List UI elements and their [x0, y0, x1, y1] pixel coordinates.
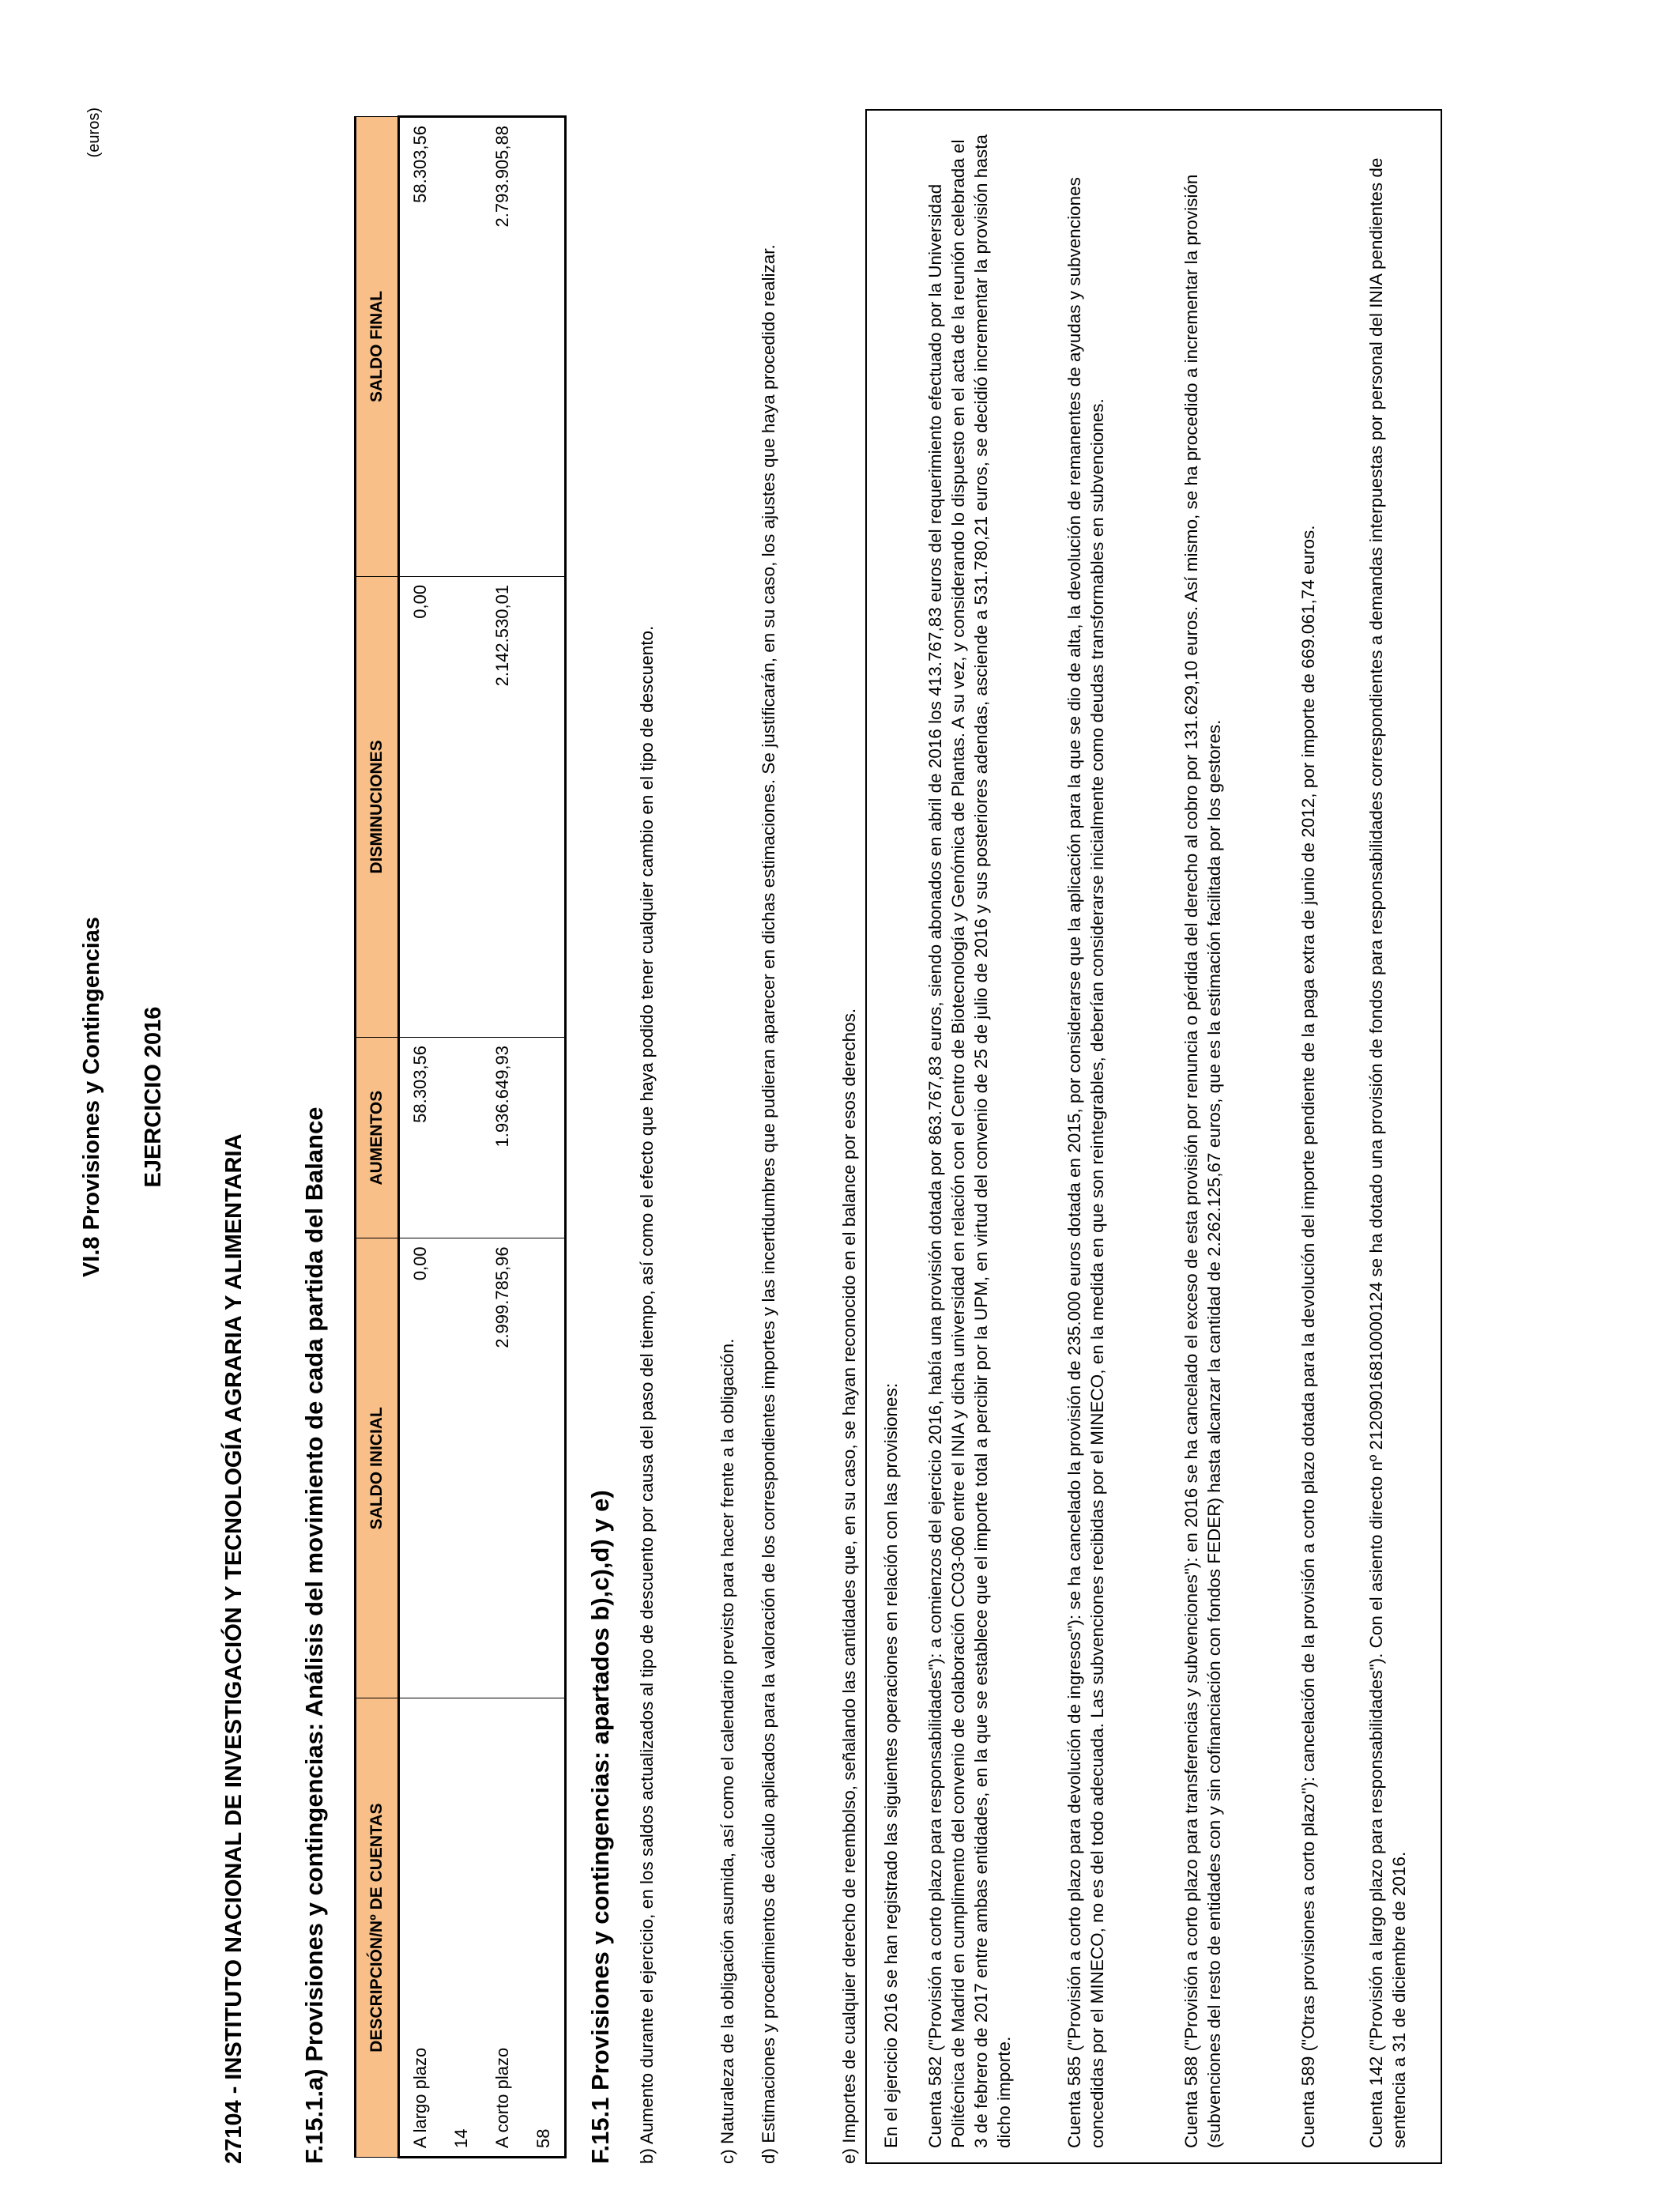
cell-descripcion: 58 [523, 1698, 566, 2158]
paragraph-b: b) Aumento durante el ejercicio, en los saldos actualizados al tipo de descuento por causa del paso del tiempo, así como el efecto que haya podido tener cualquier cambio en el tipo de descuento. [637, 625, 657, 2164]
operations-intro: En el ejercicio 2016 se han registrado las siguientes operaciones en relación con las provisiones: [881, 1382, 901, 2148]
exercise-title: EJERCICIO 2016 [141, 1006, 166, 1188]
cuenta-588-paragraph: Cuenta 588 ("Provisión a corto plazo para transferencias y subvenciones"): en 2016 se ha cancelado el exceso de esta provisión por renuncia o pérdida del derecho al cobro por 131.629,10 euros. Así mismo, se ha procedido a incrementar la provisión (subvenciones del resto de entidades con y sin cofinanciación con fondos FEDER) hasta alcanzar la cantidad de 2.262.125,67 euros, que es la estimación facilitada por los gestores. [1181, 174, 1224, 2148]
table-title: F.15.1.a) Provisiones y contingencias: Análisis del movimiento de cada partida del Balance [300, 1106, 328, 2164]
section-title: VI.8 Provisiones y Contingencias [79, 916, 104, 1278]
column-header-descripcion: DESCRIPCIÓN/Nº DE CUENTAS [356, 1698, 399, 2158]
cuenta-582-paragraph: Cuenta 582 ("Provisión a corto plazo para responsabilidades"): a comienzos del ejercicio 2016, había una provisión dotada por 863.767,83 euros, siendo abonados en abril de 2016 los 413.767,83 euros del requerimiento efectuado por la Universidad Politécnica de Madrid en cumplimento del convenio de colaboración CC03-060 entre el INIA y dicha universidad en relación con el Centro de Biotecnología y Genómica de Plantas. A su vez, y considerando lo dispuesto en el acta de la reunión celebrada el 3 de febrero de 2017 entre ambas entidades, en la que se establece que el importe total a percibir por la UPM, en virtud del convenio de 25 de julio de 2016 y sus posteriores adendas, asciende a 531.780,21 euros, se decidió incrementar la provisión hasta dicho importe. [925, 134, 1014, 2148]
operations-detail-box [865, 109, 1442, 2164]
cell-disminuciones: 2.142.530,01 [482, 576, 523, 1037]
table-row [523, 117, 566, 2158]
unit-label: (euros) [85, 107, 103, 158]
column-header-saldo-inicial: SALDO INICIAL [356, 1238, 399, 1698]
cell-saldo-final [441, 117, 482, 577]
cell-saldo-final [523, 117, 566, 577]
cell-descripcion: A corto plazo [482, 1698, 523, 2158]
paragraph-d: d) Estimaciones y procedimientos de cálculo aplicados para la valoración de los correspondientes importes y las incertidumbres que pudieran aparecer en dichas estimaciones. Se justificarán, en su caso, los ajustes que haya procedido realizar. [759, 244, 778, 2164]
entity-title: 27104 - INSTITUTO NACIONAL DE INVESTIGACIÓN Y TECNOLOGÍA AGRARIA Y ALIMENTARIA [221, 1133, 247, 2164]
cell-disminuciones [441, 576, 482, 1037]
table-row [482, 117, 523, 2158]
paragraph-e: e) Importes de cualquier derecho de reembolso, señalando las cantidades que, en su caso, se hayan reconocido en el balance por esos derechos. [839, 1008, 859, 2164]
table-row [399, 117, 442, 2158]
table-header-row [356, 117, 399, 2158]
cell-saldo-inicial: 2.999.785,96 [482, 1238, 523, 1698]
cell-aumentos: 58.303,56 [399, 1037, 442, 1238]
column-header-saldo-final: SALDO FINAL [356, 117, 399, 577]
cell-aumentos [441, 1037, 482, 1238]
cell-disminuciones: 0,00 [399, 576, 442, 1037]
cell-saldo-final: 58.303,56 [399, 117, 442, 577]
paragraph-c: c) Naturaleza de la obligación asumida, así como el calendario previsto para hacer frente a la obligación. [718, 1338, 737, 2164]
cell-saldo-inicial: 0,00 [399, 1238, 442, 1698]
column-header-disminuciones: DISMINUCIONES [356, 576, 399, 1037]
cell-saldo-final: 2.793.905,88 [482, 117, 523, 577]
cell-aumentos [523, 1037, 566, 1238]
cuenta-589-paragraph: Cuenta 589 ("Otras provisiones a corto plazo"): cancelación de la provisión a corto plazo dotada para la devolución del importe pendiente de la paga extra de junio de 2012, por importe de 669.061,74 euros. [1298, 525, 1318, 2148]
cuenta-585-paragraph: Cuenta 585 ("Provisión a corto plazo para devolución de ingresos"): se ha cancelado la provisión de 235.000 euros dotada en 2015, por considerarse que la aplicación para la que se dio de alta, la devolución de remanentes de ayudas y subvenciones concedidas por el MINECO, no es del todo adecuada. Las subvenciones recibidas por el MINECO, en la medida en que son reintegrables, deberían considerarse inicialmente como deudas transformables en subvenciones. [1064, 177, 1107, 2148]
cell-aumentos: 1.936.649,93 [482, 1037, 523, 1238]
cell-descripcion: 14 [441, 1698, 482, 2158]
balance-table [354, 115, 567, 2158]
cell-disminuciones [523, 576, 566, 1037]
cell-saldo-inicial [441, 1238, 482, 1698]
cell-saldo-inicial [523, 1238, 566, 1698]
cell-descripcion: A largo plazo [399, 1698, 442, 2158]
cuenta-142-paragraph: Cuenta 142 ("Provisión a largo plazo para responsabilidades"). Con el asiento directo nº 21209016810000124 se ha dotado una provisión de fondos para responsabilidades correspondientes a demandas interpuestas por personal del INIA pendientes de sentencia a 31 de diciembre de 2016. [1366, 157, 1409, 2148]
table-row [441, 117, 482, 2158]
column-header-aumentos: AUMENTOS [356, 1037, 399, 1238]
section-f151-title: F.15.1 Provisiones y contingencias: apartados b),c),d) y e) [586, 1490, 614, 2164]
